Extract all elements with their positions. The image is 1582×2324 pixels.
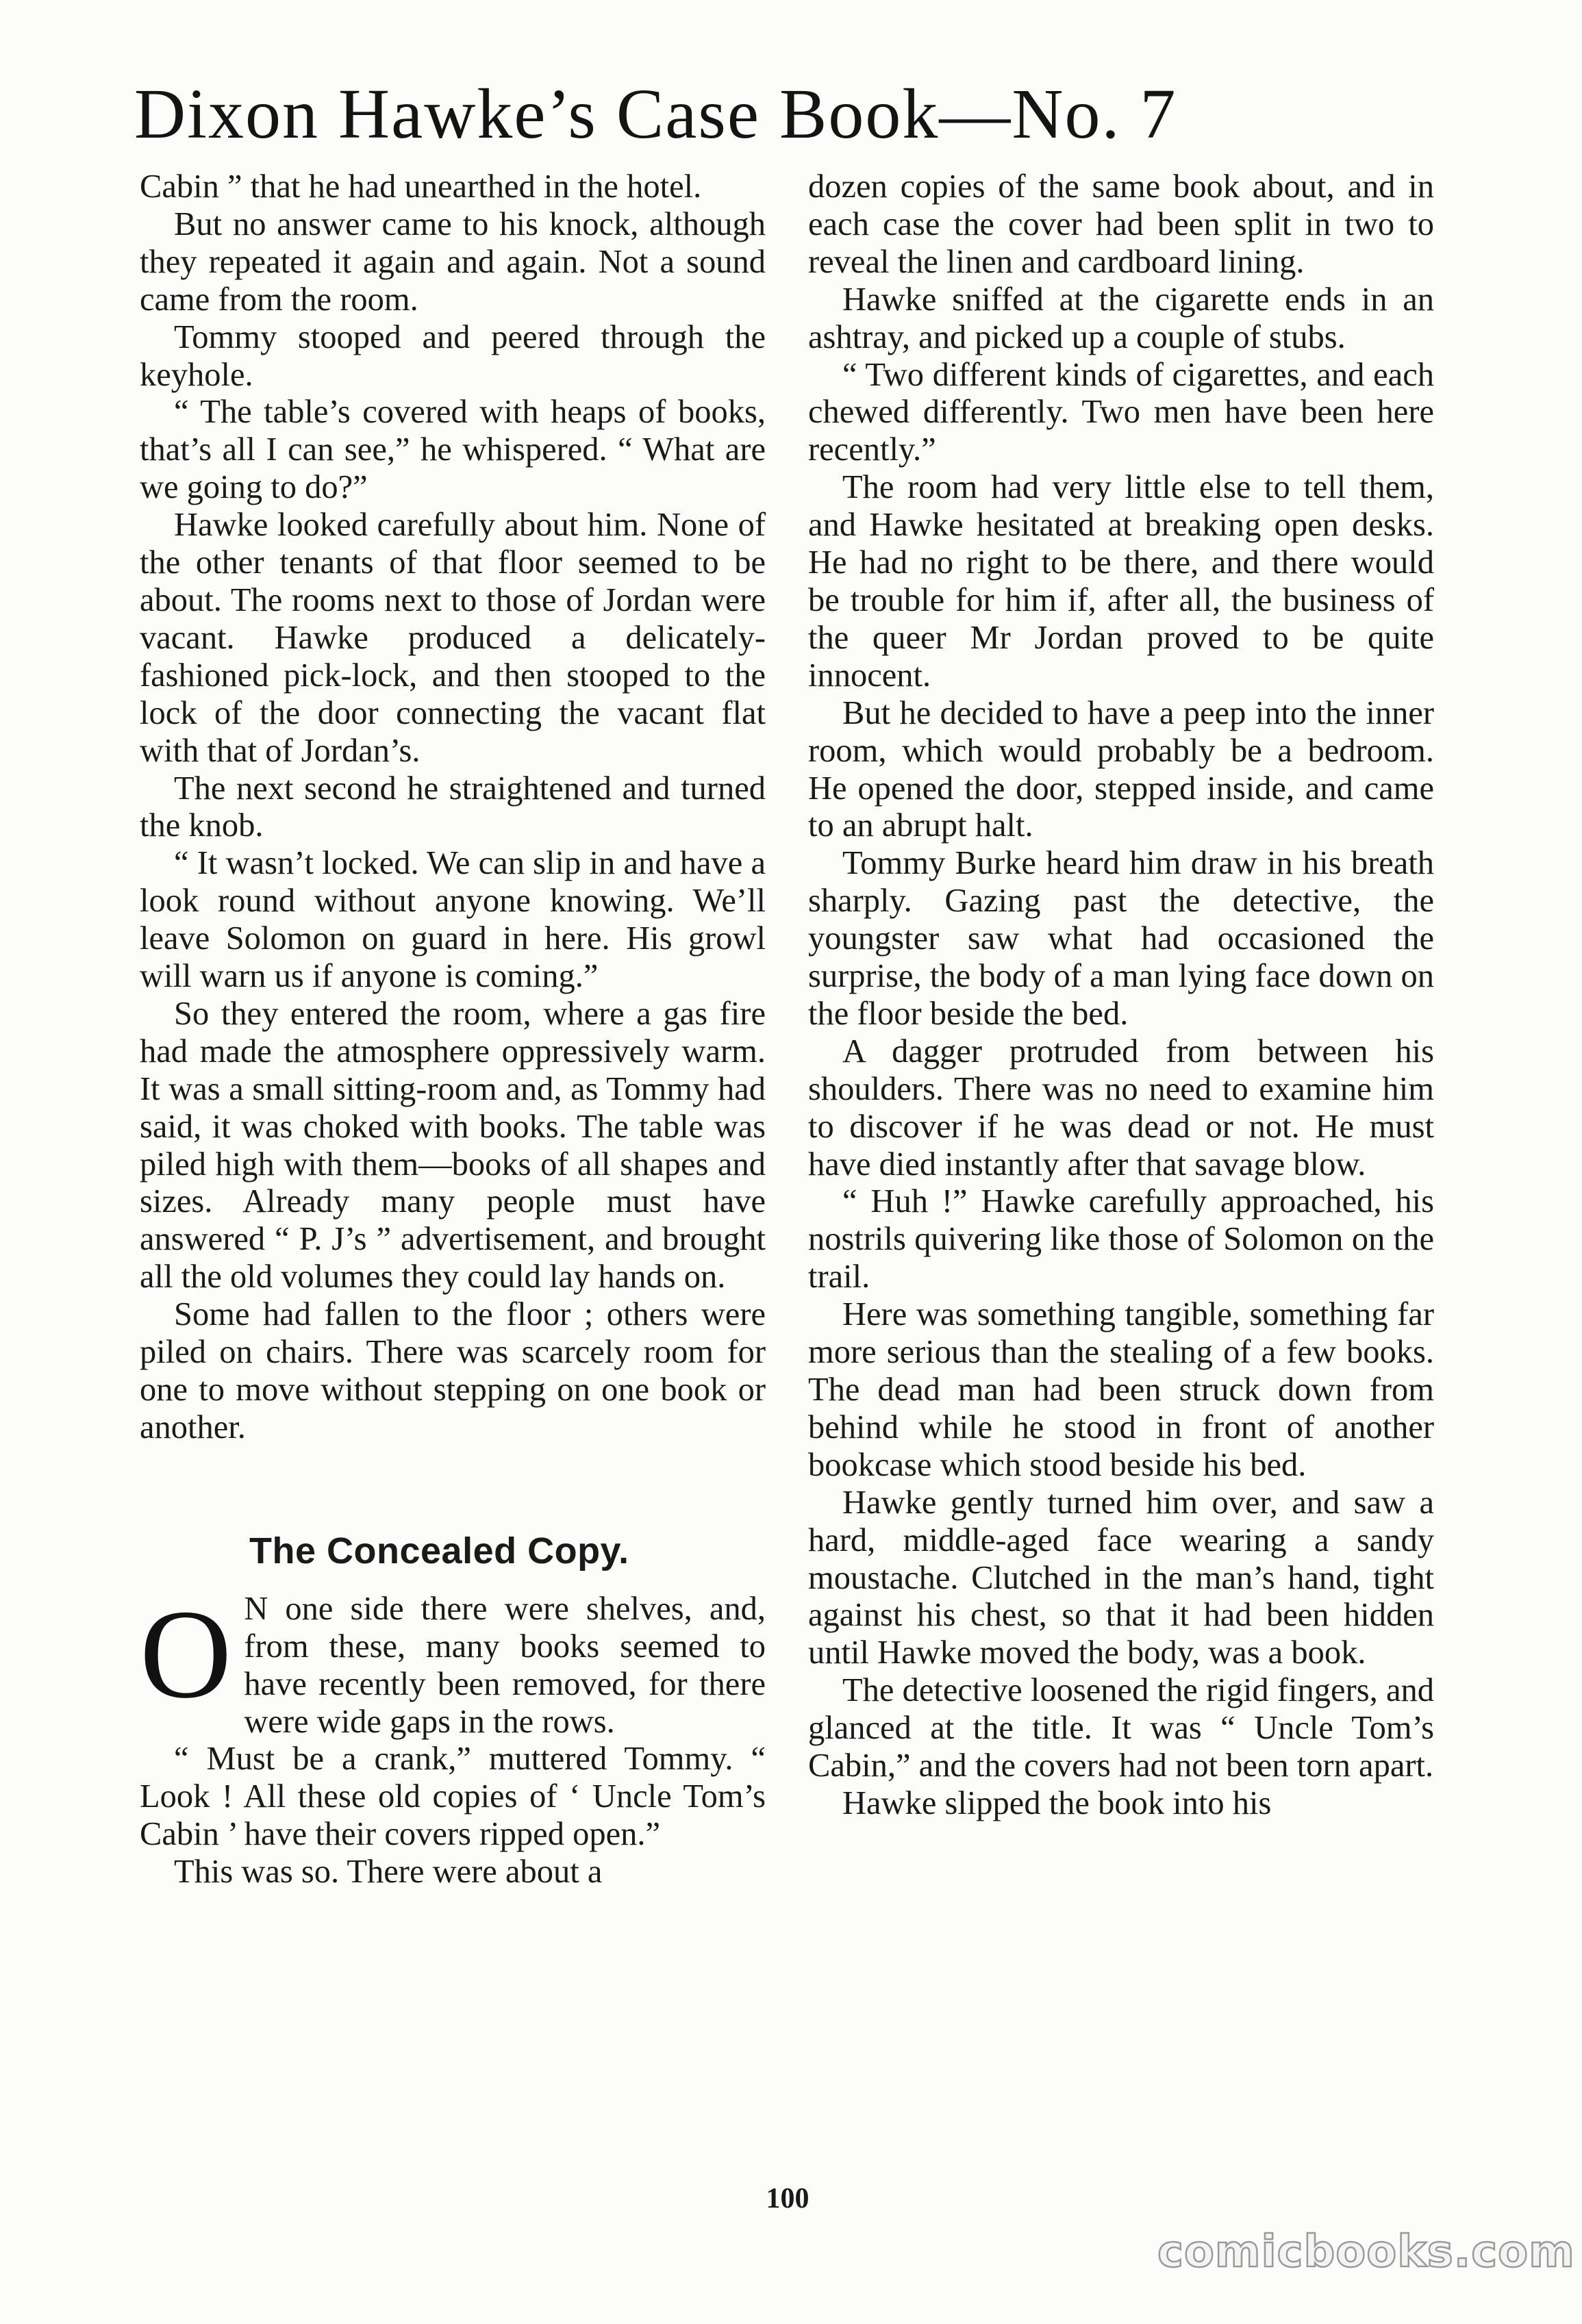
running-header-title: Dixon Hawke’s Case Book—No. 7 — [134, 75, 1177, 153]
section-heading: The Concealed Copy. — [249, 1530, 629, 1571]
paragraph: But he decided to have a peep into the inner room, which would probably be a bedroom. He opened the door, stepped inside, and came to an abrupt halt. — [808, 694, 1434, 844]
page-number: 100 — [766, 2183, 809, 2214]
paragraph: The next second he straightened and turned the knob. — [140, 770, 766, 844]
paragraph: “ It wasn’t locked. We can slip in and have a look round without anyone knowing. We’ll leave Solomon on guard in here. His growl will warn us if anyone is coming.” — [140, 845, 766, 995]
paragraph: The room had very little else to tell them, and Hawke hesitated at breaking open desks. He had no right to be there, and there would be trouble for him if, after all, the business of the queer Mr Jordan proved to be quite innocent. — [808, 469, 1434, 694]
left-column — [140, 168, 766, 1891]
paragraph: “ The table’s covered with heaps of books, that’s all I can see,” he whispered. “ What are we going to do?” — [140, 394, 766, 506]
paragraph: “ Huh !” Hawke carefully approached, his nostrils quivering like those of Solomon on the trail. — [808, 1183, 1434, 1296]
right-column — [808, 168, 1434, 1823]
paragraph: Cabin ” that he had unearthed in the hotel. — [140, 168, 702, 205]
paragraph: “ Two different kinds of cigarettes, and each chewed differently. Two men have been here recently.” — [808, 356, 1434, 468]
paragraph: This was so. There were about a — [174, 1854, 603, 1891]
paragraph: But no answer came to his knock, although they repeated it again and again. Not a sound came from the room. — [140, 205, 766, 318]
paragraph: Hawke looked carefully about him. None of the other tenants of that floor seemed to be about. The rooms next to those of Jordan were vacant. Hawke produced a delicately-fashioned pick-lock, and then stooped to the lock of the door connecting the vacant flat with that of Jordan’s. — [140, 507, 766, 769]
paragraph: The detective loosened the rigid fingers, and glanced at the title. It was “ Uncle Tom’s Cabin,” and the covers had not been torn apart. — [808, 1672, 1434, 1784]
paragraph: A dagger protruded from between his shoulders. There was no need to examine him to discover if he was dead or not. He must have died instantly after that savage blow. — [808, 1033, 1434, 1183]
paragraph: Tommy stooped and peered through the keyhole. — [140, 318, 766, 393]
paragraph: dozen copies of the same book about, and in each case the cover had been split in two to reveal the linen and cardboard lining. — [808, 168, 1434, 280]
paragraph: Here was something tangible, something far more serious than the stealing of a few books. The dead man had been struck down from behind while he stood in front of another bookcase which stood beside his bed. — [808, 1296, 1434, 1483]
watermark-logo: comicbooks.com — [1157, 2227, 1575, 2277]
dropcap-paragraph-text: N one side there were shelves, and, from these, many books seemed to have recently been removed, for there were wide gaps in the rows. — [244, 1590, 766, 1740]
dropcap-paragraph — [140, 1583, 766, 1741]
drop-cap-letter: O — [140, 1583, 232, 1725]
paragraph: Some had fallen to the floor ; others were piled on chairs. There was scarcely room for one to move without stepping on one book or another. — [140, 1296, 766, 1445]
paragraph: Hawke slipped the book into his — [842, 1784, 1272, 1821]
paragraph: Hawke gently turned him over, and saw a hard, middle-aged face wearing a sandy moustache. Clutched in the man’s hand, tight against his chest, so that it had been hidden until Hawke moved the body, was a book. — [808, 1484, 1434, 1671]
paragraph: Hawke sniffed at the cigarette ends in an ashtray, and picked up a couple of stubs. — [808, 281, 1434, 355]
paragraph: “ Must be a crank,” muttered Tommy. “ Look ! All these old copies of ‘ Uncle Tom’s Cabin ’ have their covers ripped open.” — [140, 1741, 766, 1853]
paragraph: Tommy Burke heard him draw in his breath sharply. Gazing past the detective, the youngster saw what had occasioned the surprise, the body of a man lying face down on the floor beside the bed. — [808, 845, 1434, 1032]
paragraph: So they entered the room, where a gas fire had made the atmosphere oppressively warm. It was a small sitting-room and, as Tommy had said, it was choked with books. The table was piled high with them—books of all shapes and sizes. Already many people must have answered “ P. J’s ” advertisement, and brought all the old volumes they could lay hands on. — [140, 995, 766, 1296]
